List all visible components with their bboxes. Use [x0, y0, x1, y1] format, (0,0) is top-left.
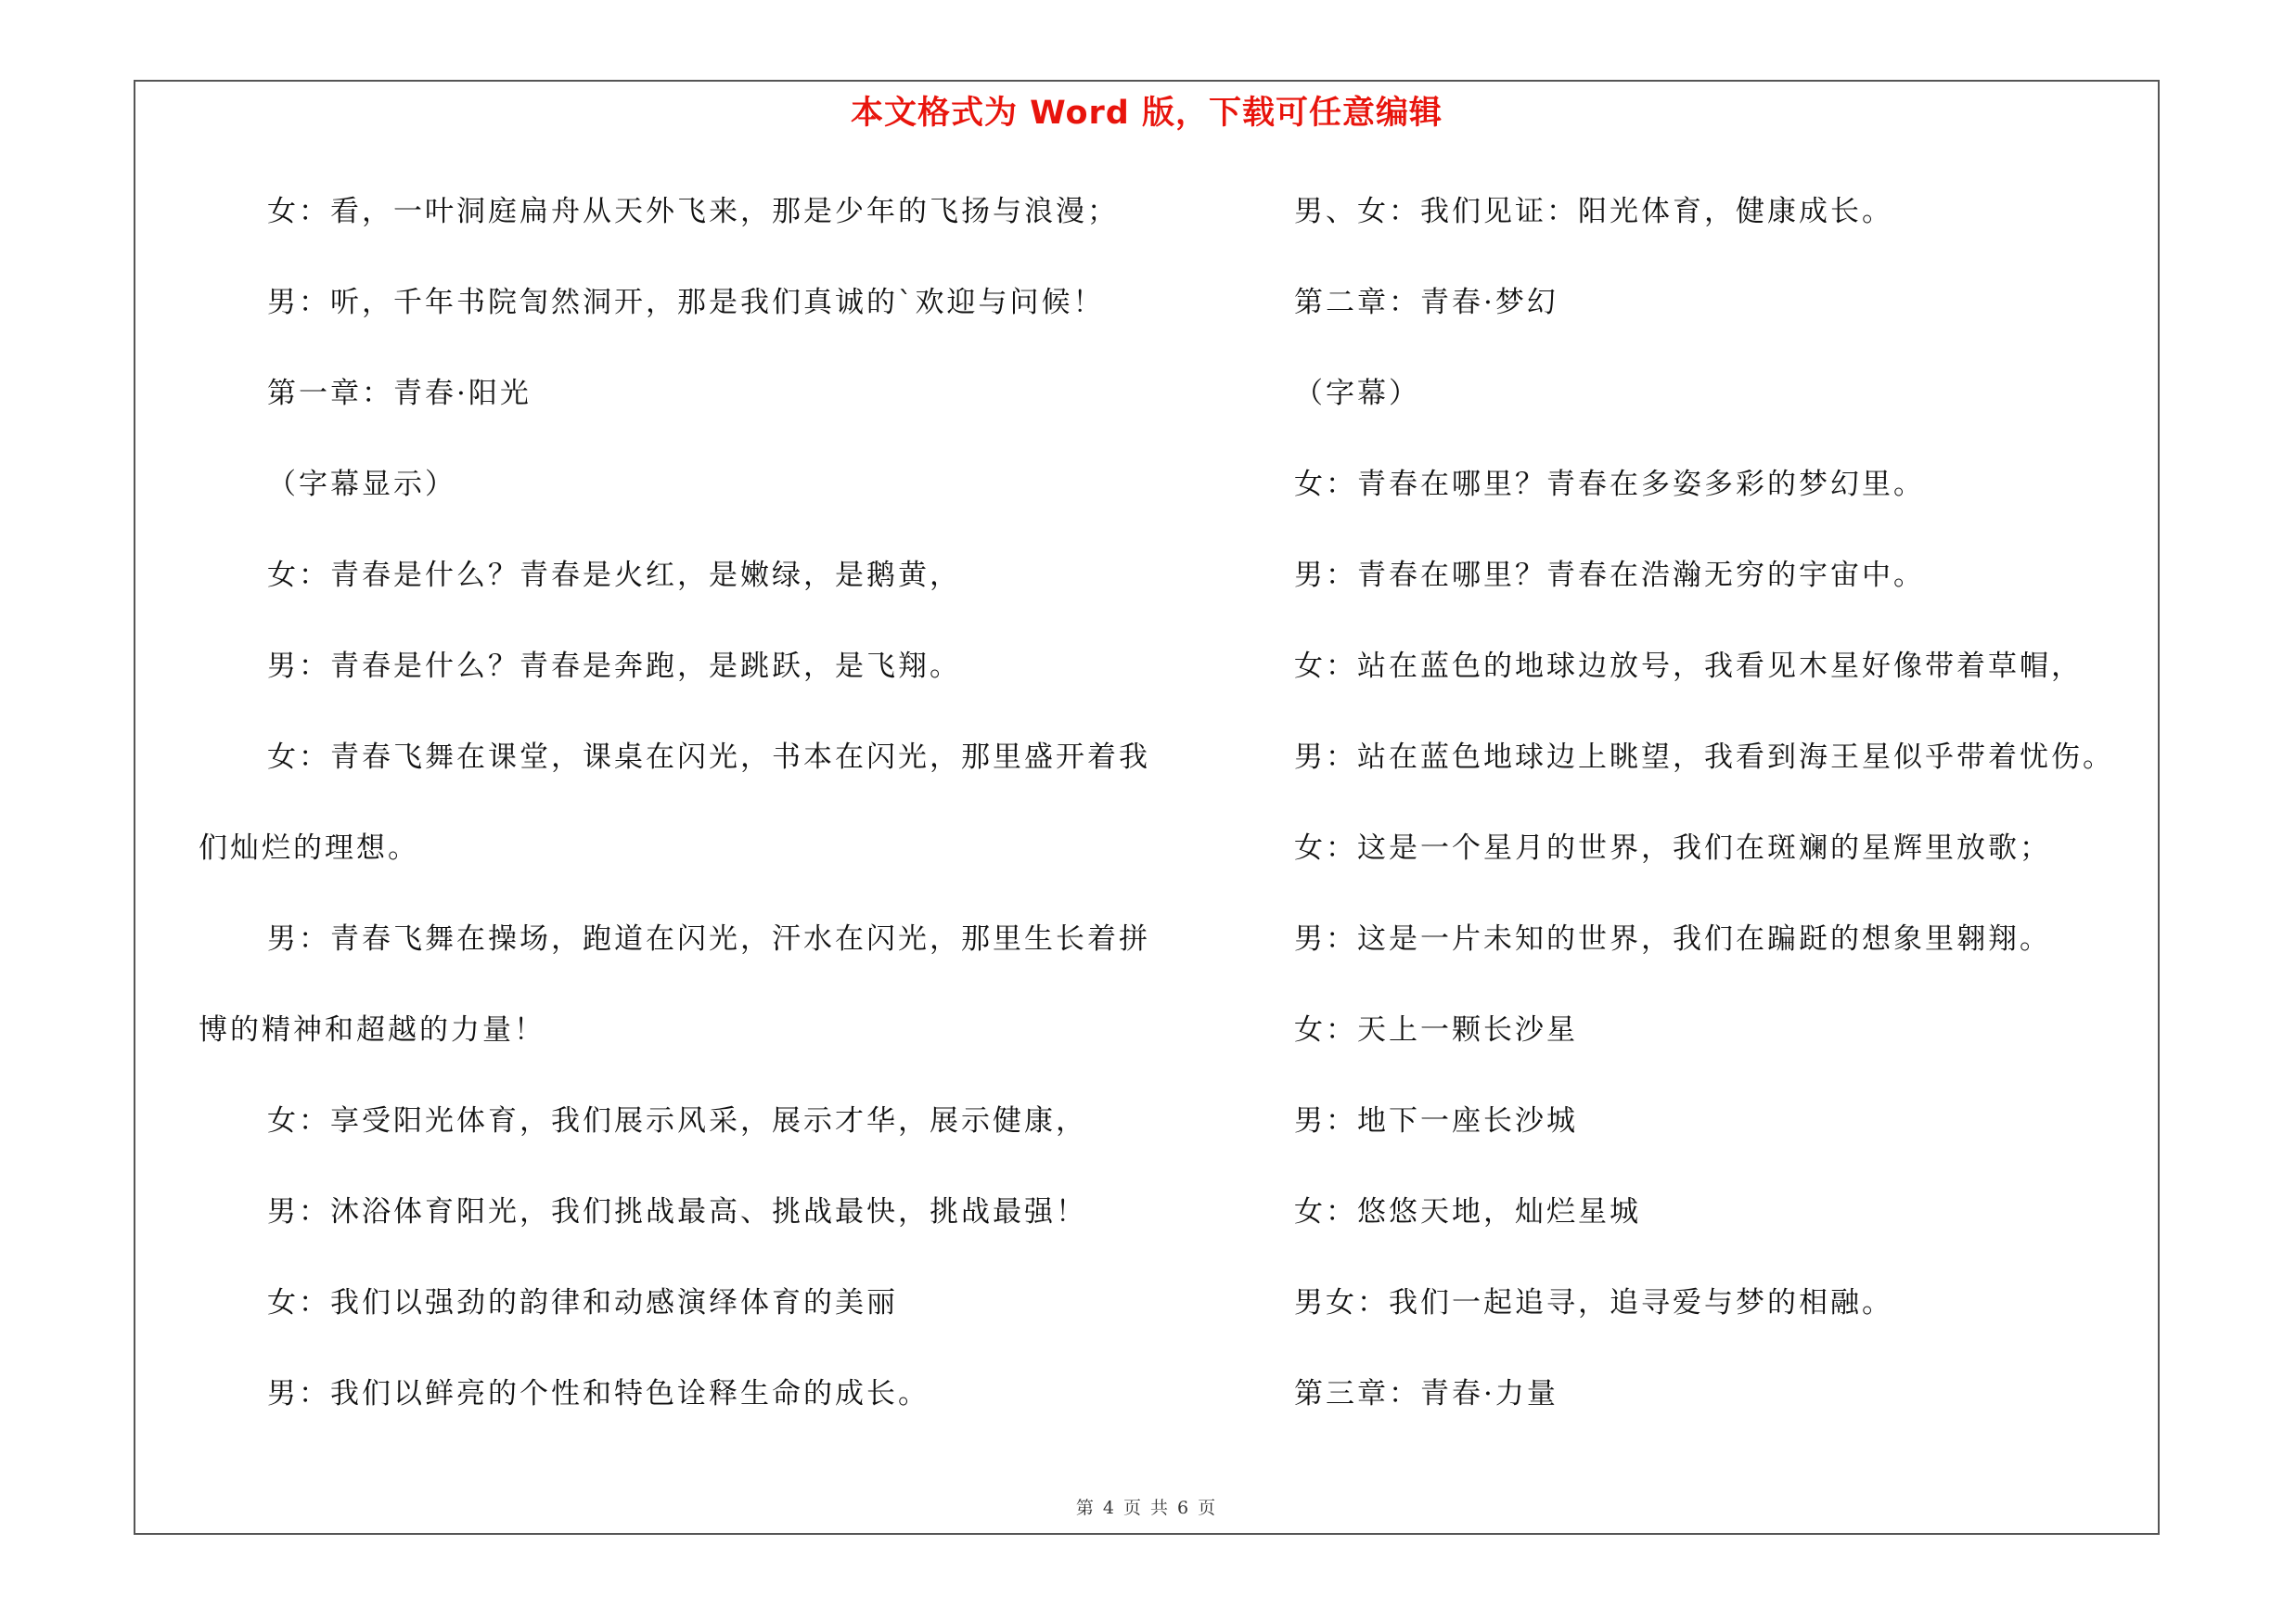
text-line: 男：青春在哪里？青春在浩瀚无穷的宇宙中。: [1294, 559, 1925, 592]
chapter-heading: 第二章：青春·梦幻: [1294, 286, 1558, 319]
word-format-notice: 本文格式为 Word 版，下载可任意编辑: [850, 95, 1443, 132]
text-line: 女：青春是什么？青春是火红，是嫩绿，是鹅黄，: [267, 559, 961, 592]
text-line: 男：青春飞舞在操场，跑道在闪光，汗水在闪光，那里生长着拼: [267, 922, 1150, 956]
text-line: 女：这是一个星月的世界，我们在斑斓的星辉里放歌；: [1294, 831, 2051, 865]
page-number: 第 4 页 共 6 页: [1075, 1498, 1218, 1518]
text-line: 女：看，一叶洞庭扁舟从天外飞来，那是少年的飞扬与浪漫；: [267, 195, 1119, 228]
right-column: [1294, 181, 2114, 1454]
text-line: 男：这是一片未知的世界，我们在蹁跹的想象里翱翔。: [1294, 922, 2051, 956]
text-line: 男：听，千年书院訇然洞开，那是我们真诚的`欢迎与问候！: [267, 286, 1105, 319]
chapter-heading: 第一章：青春·阳光: [267, 377, 532, 410]
text-line: 女：悠悠天地，灿烂星城: [1294, 1195, 1641, 1229]
chapter-heading: 第三章：青春·力量: [1294, 1377, 1558, 1410]
text-line: 女：站在蓝色的地球边放号，我看见木星好像带着草帽，: [1294, 650, 2083, 683]
text-line: 女：天上一颗长沙星: [1294, 1013, 1578, 1047]
text-line: 女：我们以强劲的韵律和动感演绎体育的美丽: [267, 1286, 898, 1320]
text-line: 男：青春是什么？青春是奔跑，是跳跃，是飞翔。: [267, 650, 961, 683]
text-line-continuation: 们灿烂的理想。: [199, 831, 419, 865]
stage-direction: （字幕）: [1294, 377, 1420, 410]
text-line: 男：沐浴体育阳光，我们挑战最高、挑战最快，挑战最强！: [267, 1195, 1087, 1229]
text-line: 女：青春在哪里？青春在多姿多彩的梦幻里。: [1294, 468, 1925, 501]
text-line: 男、女：我们见证：阳光体育，健康成长。: [1294, 195, 1893, 228]
left-column: [199, 181, 1150, 1454]
text-line: 男：地下一座长沙城: [1294, 1104, 1578, 1138]
text-line: 男：我们以鲜亮的个性和特色诠释生命的成长。: [267, 1377, 930, 1410]
text-line-continuation: 博的精神和超越的力量！: [199, 1013, 545, 1047]
text-line: 男女：我们一起追寻，追寻爱与梦的相融。: [1294, 1286, 1893, 1320]
stage-direction: （字幕显示）: [267, 468, 456, 501]
text-line: 男：站在蓝色地球边上眺望，我看到海王星似乎带着忧伤。: [1294, 741, 2114, 774]
text-line: 女：青春飞舞在课堂，课桌在闪光，书本在闪光，那里盛开着我: [267, 741, 1150, 774]
text-line: 女：享受阳光体育，我们展示风采，展示才华，展示健康，: [267, 1104, 1087, 1138]
